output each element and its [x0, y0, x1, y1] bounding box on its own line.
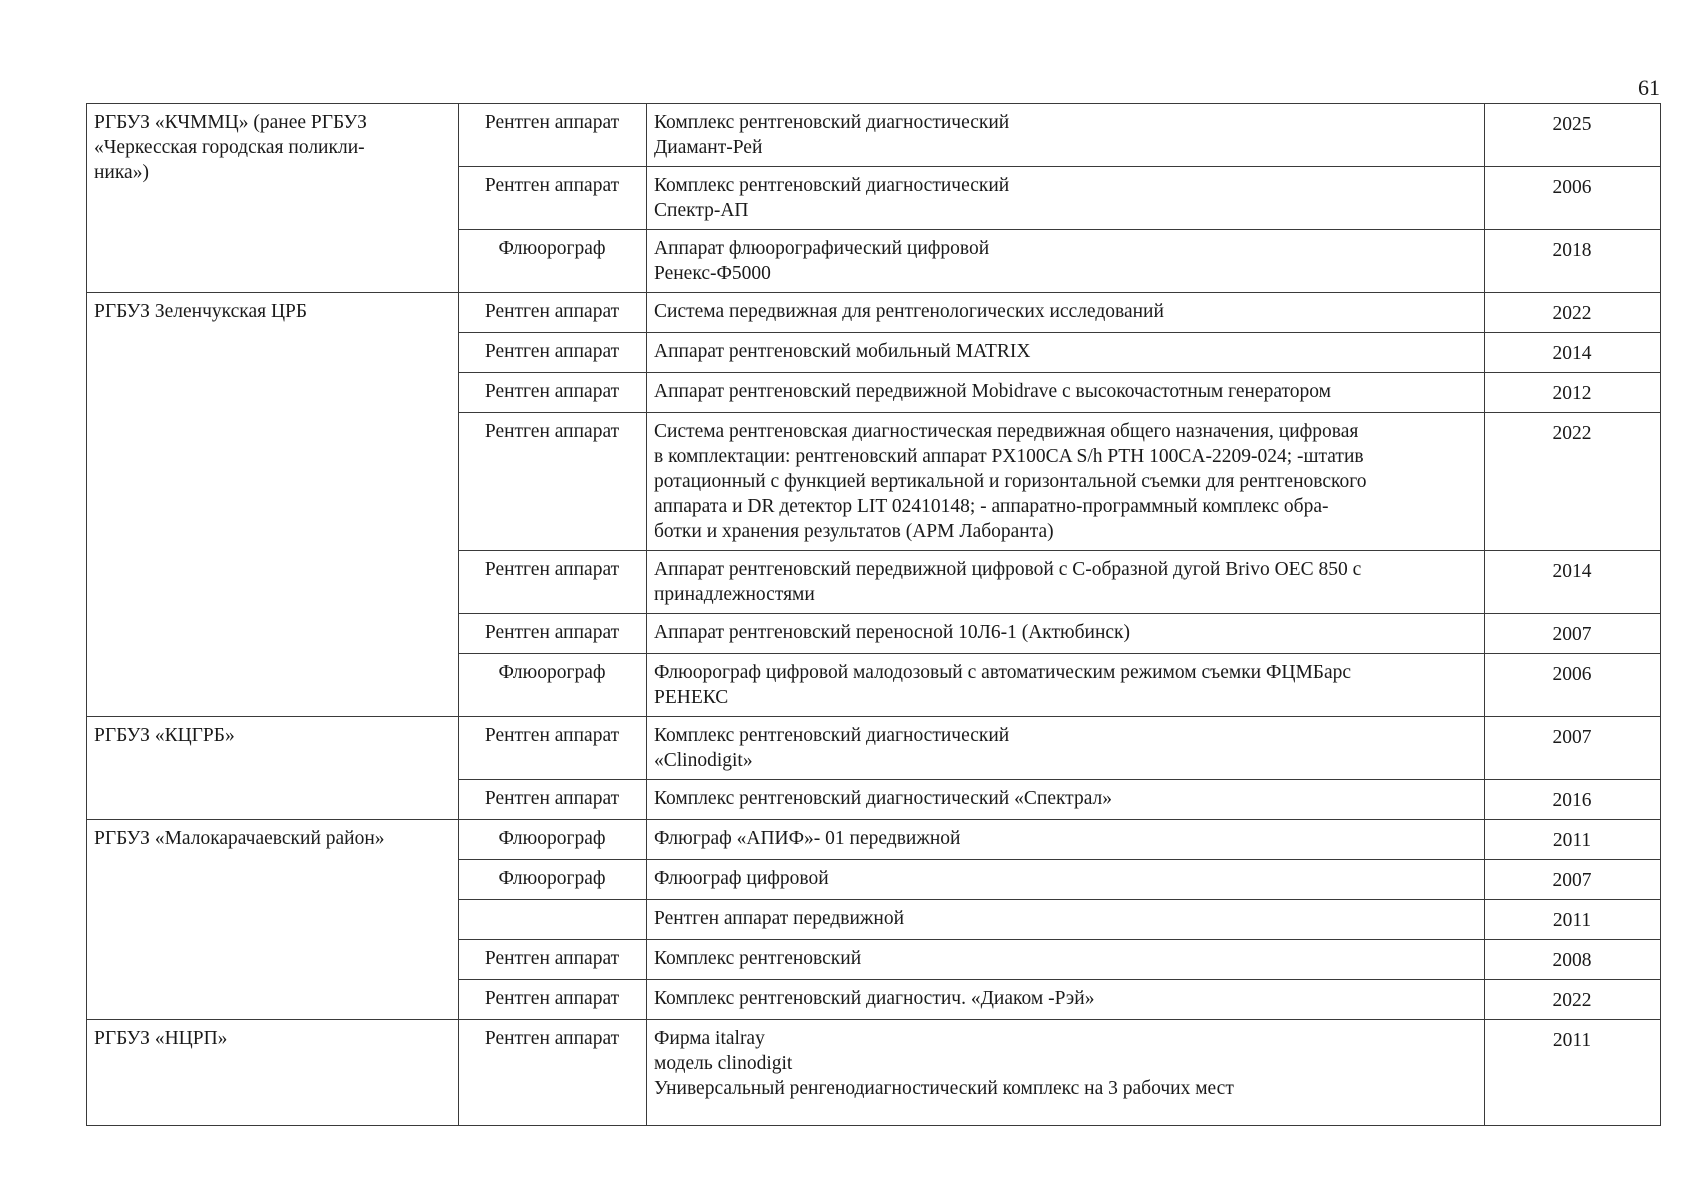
equipment-type-cell: Рентген аппарат — [459, 551, 647, 614]
equipment-type-cell: Флюорограф — [459, 230, 647, 293]
year-value: 2006 — [1552, 177, 1592, 198]
organization-cell — [87, 1020, 459, 1126]
equipment-description-line: Система рентгеновская диагностическая передвижная общего назначения, цифровая — [654, 421, 1359, 442]
year-value: 2011 — [1552, 1030, 1592, 1051]
year-value: 2022 — [1552, 303, 1592, 324]
equipment-type-cell: Рентген аппарат — [459, 980, 647, 1020]
equipment-description-cell — [647, 373, 1485, 413]
equipment-description-line: Комплекс рентгеновский диагностический «Спектрал» — [654, 788, 1113, 809]
equipment-description-line: Рентген аппарат передвижной — [654, 908, 905, 929]
equipment-type-cell: Рентген аппарат — [459, 293, 647, 333]
organization-cell — [87, 104, 459, 293]
equipment-type-cell: Рентген аппарат — [459, 104, 647, 167]
year-value: 2014 — [1552, 561, 1592, 582]
equipment-table-body — [87, 104, 1661, 1126]
equipment-description-cell — [647, 860, 1485, 900]
equipment-description-line: аппарата и DR детектор LIT 02410148; - аппаратно-программный комплекс обра- — [654, 496, 1329, 517]
equipment-description-line: Флюграф «АПИФ»- 01 передвижной — [654, 828, 961, 849]
year-cell — [1485, 373, 1661, 413]
year-cell — [1485, 293, 1661, 333]
equipment-description-line: ботки и хранения результатов (АРМ Лаборанта) — [654, 521, 1054, 542]
equipment-description-line: Универсальный ренгенодиагностический комплекс на 3 рабочих мест — [654, 1078, 1234, 1099]
equipment-description-line: «Clinodigit» — [654, 750, 753, 771]
equipment-type-cell: Рентген аппарат — [459, 413, 647, 551]
equipment-description-cell — [647, 230, 1485, 293]
equipment-description-cell — [647, 104, 1485, 167]
equipment-type-cell — [459, 900, 647, 940]
equipment-description-line: Комплекс рентгеновский диагностич. «Диаком -Рэй» — [654, 988, 1095, 1009]
page-number: 61 — [1638, 75, 1660, 100]
equipment-description-line: Аппарат рентгеновский передвижной Mobidrave с высокочастотным генератором — [654, 381, 1332, 402]
table-row — [87, 1020, 1661, 1126]
year-cell — [1485, 980, 1661, 1020]
equipment-table — [86, 103, 1661, 1126]
equipment-description-cell — [647, 820, 1485, 860]
table-row — [87, 104, 1661, 167]
equipment-description-cell — [647, 980, 1485, 1020]
equipment-description-cell — [647, 293, 1485, 333]
year-cell — [1485, 900, 1661, 940]
equipment-type-cell: Рентген аппарат — [459, 1020, 647, 1126]
equipment-description-line: Комплекс рентгеновский диагностический — [654, 175, 1010, 196]
equipment-description-cell — [647, 614, 1485, 654]
equipment-description-cell — [647, 333, 1485, 373]
year-cell — [1485, 654, 1661, 717]
year-value: 2022 — [1552, 423, 1592, 444]
equipment-description-line: Аппарат флюорографический цифровой — [654, 238, 990, 259]
equipment-description-cell — [647, 780, 1485, 820]
organization-name-line: ника») — [94, 162, 149, 183]
organization-cell — [87, 293, 459, 717]
organization-name-line: РГБУЗ «Малокарачаевский район» — [94, 828, 385, 849]
equipment-description-line: Комплекс рентгеновский диагностический — [654, 112, 1010, 133]
equipment-type-cell: Рентген аппарат — [459, 167, 647, 230]
organization-cell — [87, 717, 459, 820]
organization-name-line: РГБУЗ «КЦГРБ» — [94, 725, 235, 746]
equipment-description-cell — [647, 654, 1485, 717]
year-cell — [1485, 1020, 1661, 1126]
equipment-type-cell: Флюорограф — [459, 820, 647, 860]
year-cell — [1485, 551, 1661, 614]
organization-name-line: РГБУЗ «КЧММЦ» (ранее РГБУЗ — [94, 112, 367, 133]
equipment-description-cell — [647, 167, 1485, 230]
equipment-description-line: Система передвижная для рентгенологических исследований — [654, 301, 1164, 322]
equipment-type-cell: Рентген аппарат — [459, 373, 647, 413]
organization-name-line: РГБУЗ «НЦРП» — [94, 1028, 228, 1049]
year-cell — [1485, 820, 1661, 860]
year-value: 2008 — [1552, 950, 1592, 971]
equipment-description-line: Спектр-АП — [654, 200, 749, 221]
year-cell — [1485, 780, 1661, 820]
equipment-description-cell — [647, 1020, 1485, 1126]
year-cell — [1485, 167, 1661, 230]
year-value: 2006 — [1552, 664, 1592, 685]
equipment-description-line: Флюограф цифровой — [654, 868, 829, 889]
year-value: 2007 — [1552, 624, 1592, 645]
year-value: 2022 — [1552, 990, 1592, 1011]
equipment-type-cell: Флюорограф — [459, 654, 647, 717]
table-row — [87, 717, 1661, 780]
year-value: 2007 — [1552, 870, 1592, 891]
equipment-description-line: принадлежностями — [654, 584, 815, 605]
equipment-description-line: Аппарат рентгеновский переносной 10Л6-1 (Актюбинск) — [654, 622, 1131, 643]
equipment-type-cell: Рентген аппарат — [459, 940, 647, 980]
organization-cell — [87, 820, 459, 1020]
year-cell — [1485, 860, 1661, 900]
equipment-type-cell: Рентген аппарат — [459, 614, 647, 654]
equipment-description-line: РЕНЕКС — [654, 687, 729, 708]
year-cell — [1485, 413, 1661, 551]
year-value: 2016 — [1552, 790, 1592, 811]
equipment-description-line: Фирма italray — [654, 1028, 765, 1049]
equipment-description-cell — [647, 717, 1485, 780]
year-value: 2007 — [1552, 727, 1592, 748]
year-value: 2011 — [1552, 910, 1592, 931]
year-value: 2025 — [1552, 114, 1592, 135]
equipment-description-line: Аппарат рентгеновский мобильный MATRIX — [654, 341, 1031, 362]
year-cell — [1485, 333, 1661, 373]
equipment-description-line: в комплектации: рентгеновский аппарат PX100CA S/h PTH 100CA-2209-024; -штатив — [654, 446, 1364, 467]
equipment-description-line: Комплекс рентгеновский — [654, 948, 862, 969]
year-value: 2014 — [1552, 343, 1592, 364]
table-row — [87, 293, 1661, 333]
year-cell — [1485, 940, 1661, 980]
equipment-type-cell: Рентген аппарат — [459, 333, 647, 373]
equipment-description-line: Аппарат рентгеновский передвижной цифровой с С-образной дугой Brivo OEC 850 с — [654, 559, 1362, 580]
equipment-description-cell — [647, 900, 1485, 940]
equipment-description-cell — [647, 551, 1485, 614]
year-value: 2018 — [1552, 240, 1592, 261]
organization-name-line: «Черкесская городская поликли- — [94, 137, 365, 158]
equipment-table-wrapper — [86, 103, 1660, 1126]
equipment-type-cell: Рентген аппарат — [459, 717, 647, 780]
year-cell — [1485, 717, 1661, 780]
equipment-description-line: Комплекс рентгеновский диагностический — [654, 725, 1010, 746]
equipment-description-line: Флюорограф цифровой малодозовый с автоматическим режимом съемки ФЦМБарс — [654, 662, 1352, 683]
equipment-description-line: модель clinodigit — [654, 1053, 793, 1074]
equipment-description-line: Ренекс-Ф5000 — [654, 263, 771, 284]
year-cell — [1485, 614, 1661, 654]
equipment-description-cell — [647, 940, 1485, 980]
equipment-description-line: ротационный с функцией вертикальной и горизонтальной съемки для рентгеновского — [654, 471, 1367, 492]
equipment-description-line: Диамант-Рей — [654, 137, 763, 158]
equipment-description-cell — [647, 413, 1485, 551]
year-value: 2012 — [1552, 383, 1592, 404]
table-row — [87, 820, 1661, 860]
year-cell — [1485, 104, 1661, 167]
year-value: 2011 — [1552, 830, 1592, 851]
organization-name-line: РГБУЗ Зеленчукская ЦРБ — [94, 301, 308, 322]
year-cell — [1485, 230, 1661, 293]
equipment-type-cell: Флюорограф — [459, 860, 647, 900]
equipment-type-cell: Рентген аппарат — [459, 780, 647, 820]
